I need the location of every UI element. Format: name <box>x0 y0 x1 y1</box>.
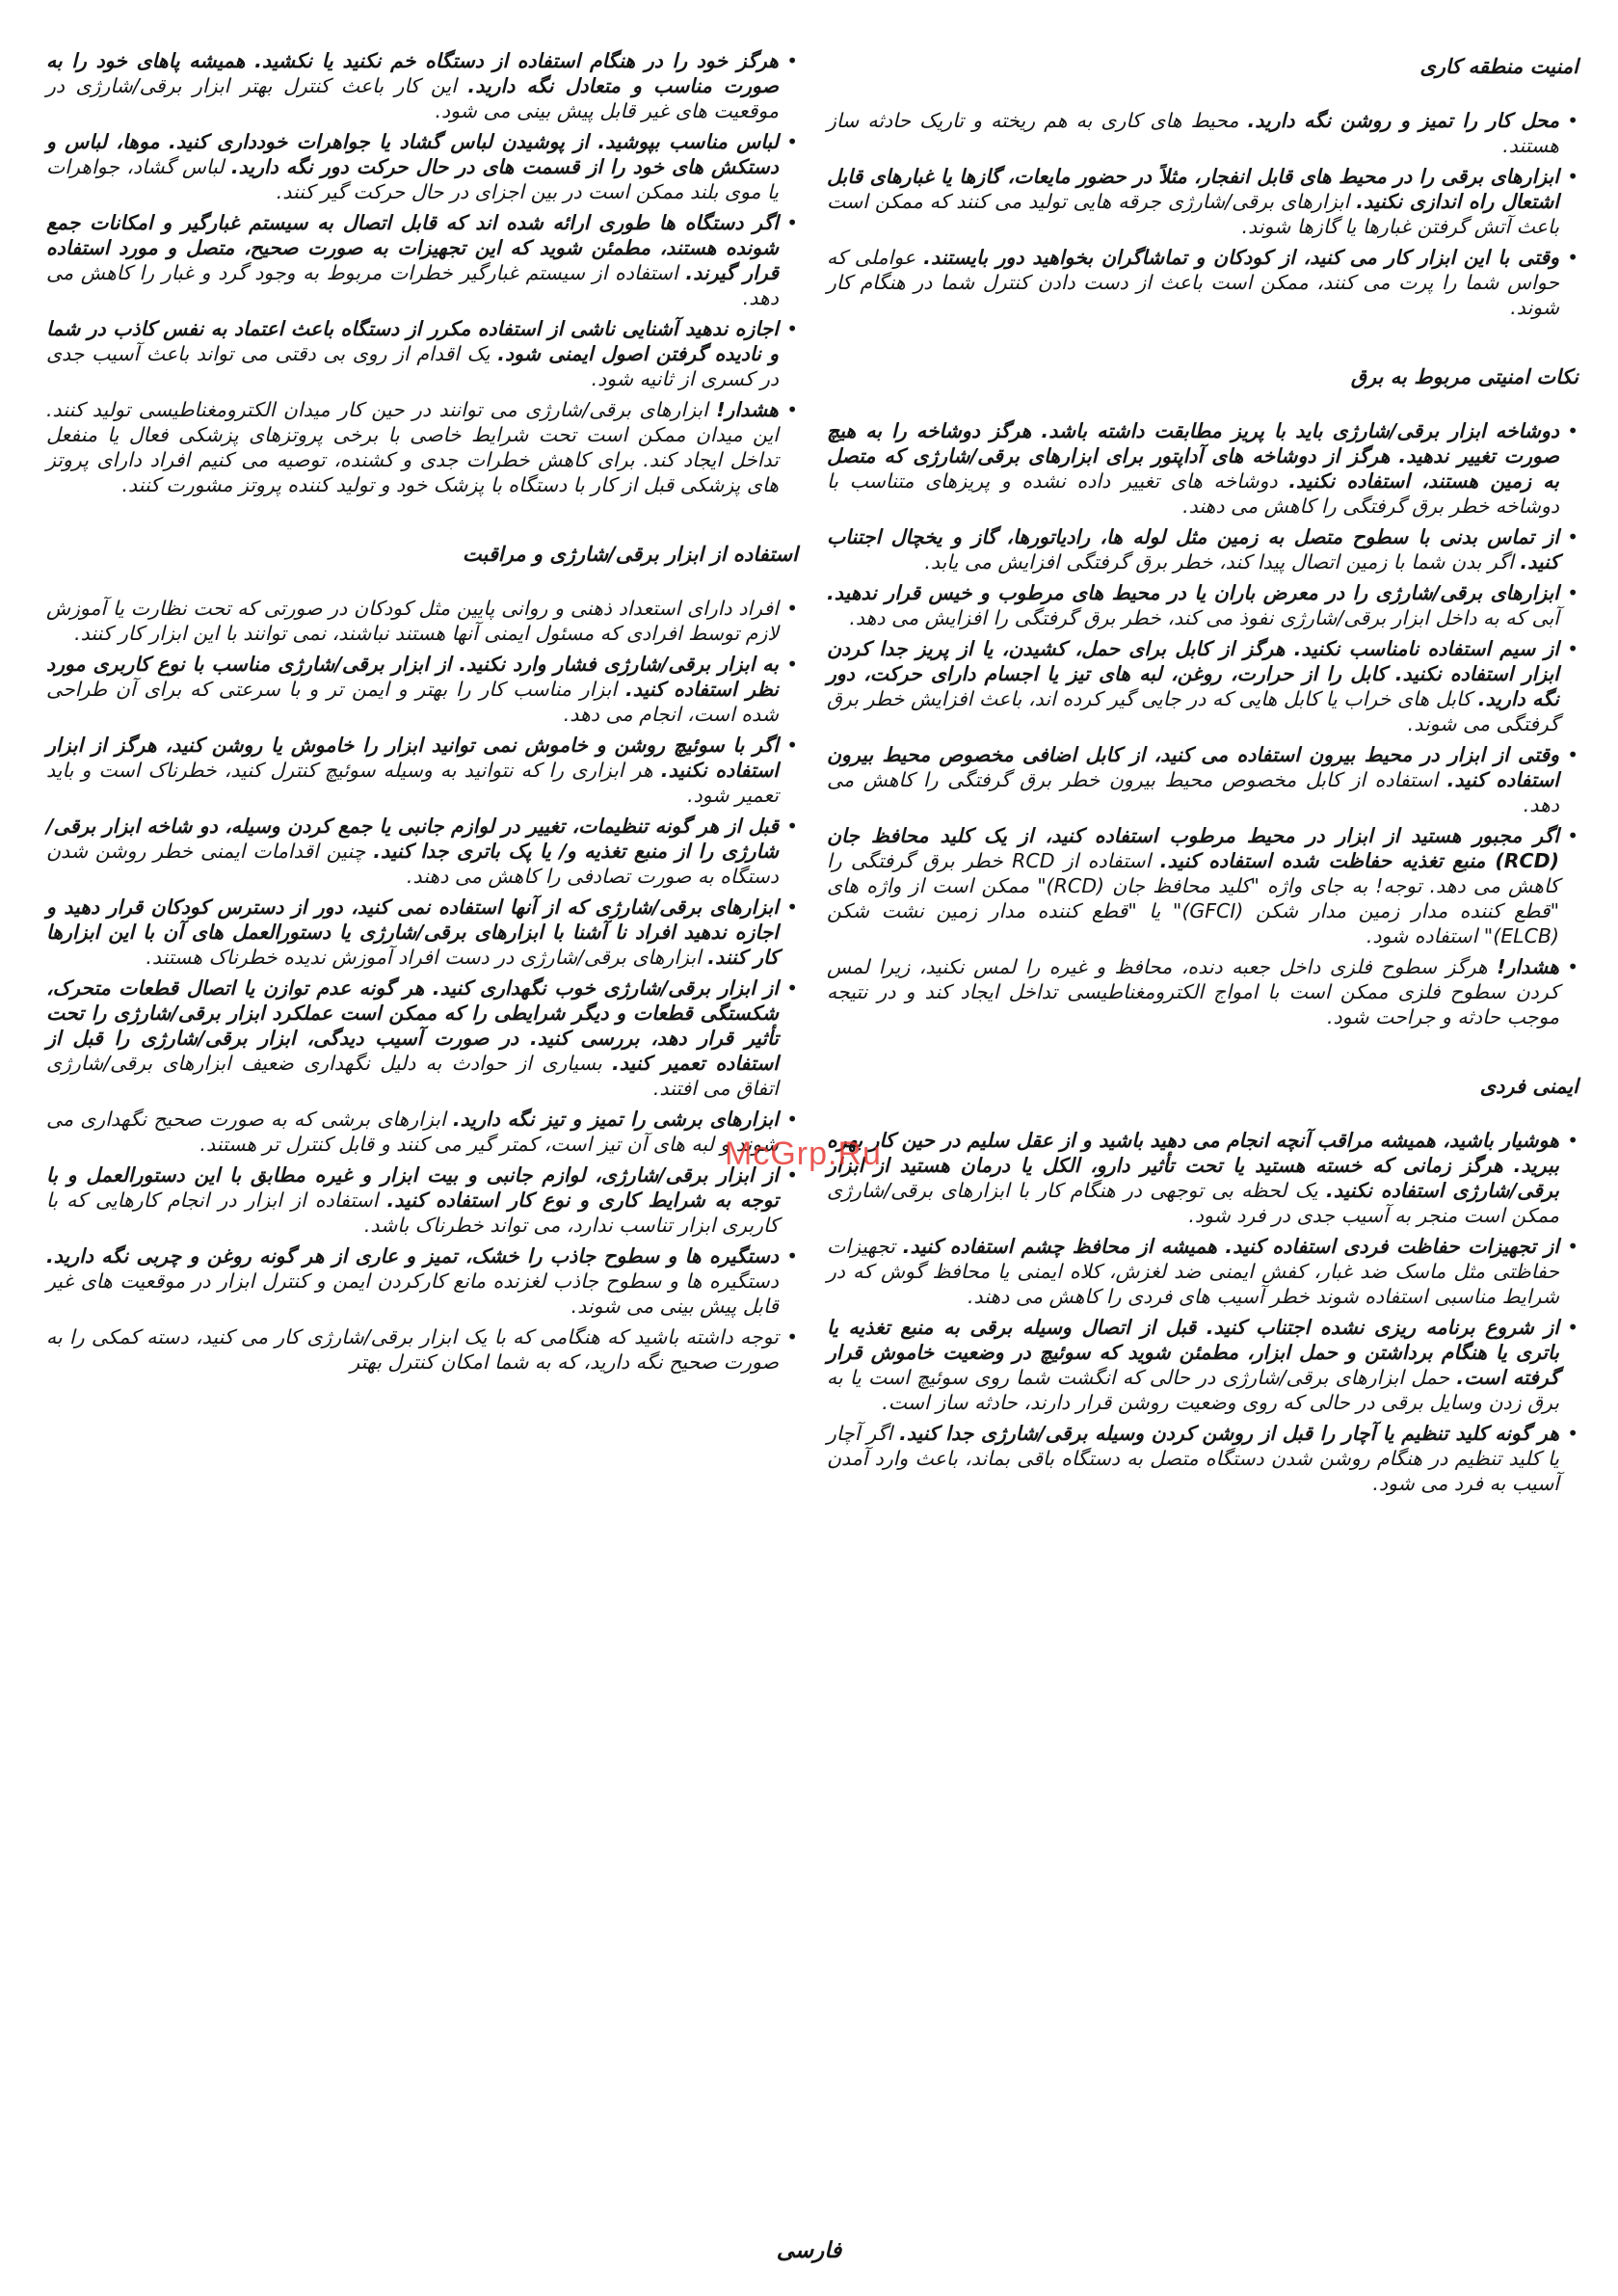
item-body: توجه داشته باشید که هنگامی که با یک ابزار برقی/شارژی کار می کنید، دسته کمکی را به صورت صحیح نگه دارید، که به شما امکان کنترل بهتر <box>46 1325 779 1374</box>
item-body: چنین اقدامات ایمنی خطر روشن شدن دستگاه به صورت تصادفی را کاهش می دهند. <box>46 840 779 888</box>
section-title: استفاده از ابزار برقی/شارژی و مراقبت <box>462 543 798 566</box>
item-lead: از تماس بدنی با سطوح متصل به زمین مثل لوله ها، رادیاتورها، گاز و یخچال اجتناب کنید. <box>827 525 1559 574</box>
item-body: ابزارهای برقی/شارژی می توانند در حین کار میدان الکترومغناطیسی تولید کنند. این میدان ممکن است تحت شرایط خاصی با برخی پروتزهای پزشکی فعال یا منفعل تداخل ایجاد کند. برای کاهش خطرات جدی و کشنده، توصیه می کنیم افراد دارای پروتز های پزشکی قبل از کار با دستگاه با پزشک خود و تولید کننده پروتز مشورت کنند. <box>46 398 779 496</box>
right-column <box>827 48 1578 1502</box>
item-body: لباس گشاد، جواهرات یا موی بلند ممکن است در بین اجزای در حال حرکت گیر کنند. <box>46 155 779 203</box>
item-body: محیط های کاری به هم ریخته و تاریک حادثه ساز هستند. <box>827 109 1559 157</box>
item-body: استفاده از سیستم غبارگیر خطرات مربوط به وجود گرد و غبار را کاهش می دهد. <box>46 261 779 309</box>
item-lead: از شروع برنامه ریزی نشده اجتناب کنید. قبل از اتصال وسیله برقی به منبع تغذیه یا باتری یا هنگام برداشتن و حمل ابزار، مطمئن شوید که سوئیچ در وضعیت خاموش قرار گرفته است. <box>827 1316 1559 1389</box>
item-lead: دوشاخه ابزار برقی/شارژی باید با پریز مطابقت داشته باشد. هرگز دوشاخه را به هیچ صورت تغییر ندهید. هرگز از دوشاخه های آداپتور برای ابزارهای برقی/شارژی که متصل به زمین هستند، استفاده نکنید. <box>827 419 1559 493</box>
item-body: ابزارهای برشی که به صورت صحیح نگهداری می شوند و لبه های آن تیز است، کمتر گیر می کنند و قابل کنترل تر هستند. <box>46 1108 779 1156</box>
item-body: اگر بدن شما با زمین اتصال پیدا کند، خطر برق گرفتگی افزایش می یابد. <box>924 550 1521 574</box>
item-body: بسیاری از حوادث به دلیل نگهداری ضعیف ابزارهای برقی/شارژی اتفاق می افتند. <box>46 1052 779 1100</box>
list-item <box>46 1107 798 1157</box>
list-item <box>827 245 1578 320</box>
list-item <box>46 210 798 310</box>
item-lead: وقتی با این ابزار کار می کنید، از کودکان و تماشاگران بخواهید دور بایستند. <box>923 246 1559 269</box>
item-body: آبی که به داخل ابزار برقی/شارژی نفوذ می کند، خطر برق گرفتگی را افزایش می دهد. <box>849 606 1559 629</box>
item-body: کابل های خراب یا کابل هایی که در جایی گیر کرده اند، باعث افزایش خطر برق گرفتگی می شوند. <box>827 687 1559 735</box>
item-lead: از ابزار برقی/شارژی، لوازم جانبی و بیت ابزار و غیره مطابق با این دستورالعمل و با توجه به شرایط کاری و نوع کار استفاده کنید. <box>46 1163 779 1212</box>
item-lead: اگر با سوئیچ روشن و خاموش نمی توانید ابزار را خاموش یا روشن کنید، هرگز از ابزار استفاده نکنید. <box>46 734 779 782</box>
item-body: دستگیره ها و سطوح جاذب لغزنده مانع کارکردن ایمن و کنترل ابزار در موقعیت های غیر قابل پیش بینی می شوند. <box>46 1269 779 1318</box>
item-body: استفاده از کابل مخصوص محیط بیرون خطر برق گرفتگی را کاهش می دهد. <box>827 768 1559 816</box>
item-lead: قبل از هر گونه تنظیمات، تغییر در لوازم جانبی یا جمع کردن وسیله، دو شاخه ابزار برقی/شارژی را از منبع تغذیه و/ یا پک باتری جدا کنید. <box>46 814 780 863</box>
item-lead: ابزارهای برقی/شارژی که از آنها استفاده نمی کنید، دور از دسترس کودکان قرار دهید و اجازه ندهید افراد نا آشنا با ابزارهای برقی/شارژی یا دستورالعمل های آن با این ابزارها کار کنند. <box>46 895 779 969</box>
item-body: عواملی که حواس شما را پرت می کنند، ممکن است باعث از دست دادن کنترل شما در هنگام کار شوند. <box>827 246 1559 319</box>
list-item <box>827 164 1578 239</box>
item-body: یک لحظه بی توجهی در هنگام کار با ابزارهای برقی/شارژی ممکن است منجر به آسیب جدی در فرد شود. <box>827 1179 1559 1227</box>
item-lead: محل کار را تمیز و روشن نگه دارید. <box>1247 109 1559 132</box>
item-body: تجهیزات حفاظتی مثل ماسک ضد غبار، کفش ایمنی ضد لغزش، کلاه ایمنی یا محافظ گوش که در شرایط مناسبی استفاده شوند خطر آسیب های فردی را کاهش می دهند. <box>827 1235 1559 1308</box>
item-body: یک اقدام از روی بی دقتی می تواند باعث آسیب جدی در کسری از ثانیه شود. <box>46 342 779 390</box>
list-item <box>827 742 1578 817</box>
item-body: دوشاخه های تغییر داده نشده و پریزهای متناسب با دوشاخه خطر برق گرفتگی را کاهش می دهند. <box>827 469 1559 518</box>
item-lead: هر گونه کلید تنظیم یا آچار را قبل از روشن کردن وسیله برقی/شارژی جدا کنید. <box>899 1422 1560 1445</box>
list-item <box>827 1234 1578 1309</box>
list-item <box>46 1243 798 1319</box>
section-title: امنیت منطقه کاری <box>1419 55 1578 78</box>
list-item <box>827 823 1578 948</box>
list-item <box>46 1162 798 1238</box>
item-body: استفاده از ابزار در انجام کارهایی که با کاربری ابزار تناسب ندارد، می تواند خطرناک باشد. <box>46 1188 779 1237</box>
item-lead: دستگیره ها و سطوح جاذب را خشک، تمیز و عاری از هر گونه روغن و چربی نگه دارید. <box>46 1244 779 1268</box>
item-lead: وقتی از ابزار در محیط بیرون استفاده می کنید، از کابل اضافی مخصوص محیط بیرون استفاده کنید. <box>827 743 1559 791</box>
list-item <box>46 975 798 1101</box>
section-electrical-safety <box>827 364 1578 1029</box>
list-item <box>827 954 1578 1029</box>
list-item <box>46 652 798 727</box>
list-item <box>46 894 798 970</box>
item-lead: لباس مناسب بپوشید. از پوشیدن لباس گشاد یا جواهرات خودداری کنید. موها، لباس و دستکش های خود را از قسمت های در حال حرکت دور نگه دارید. <box>46 130 779 178</box>
watermark: McGrp.Ru <box>725 1135 882 1172</box>
section-personal-safety <box>827 1074 1578 1496</box>
list-item <box>827 418 1578 519</box>
section-title: ایمنی فردی <box>1479 1075 1578 1098</box>
item-lead: هوشیار باشید، همیشه مراقب آنچه انجام می دهید باشید و از عقل سلیم در حین کار بهره ببرید. هرگز زمانی که خسته هستید یا تحت تأثیر دارو، الکل یا درمان هستید از ابزار برقی/شارژی استفاده نکنید. <box>827 1129 1559 1202</box>
item-lead: از ابزار برقی/شارژی خوب نگهداری کنید. هر گونه عدم توازن یا اتصال قطعات متحرک، شکستگی قطعات و دیگر شرایطی را که ممکن است عملکرد ابزار برقی/شارژی را تحت تأثیر قرار دهد، بررسی کنید. در صورت آسیب دیدگی، ابزار برقی/شارژی را قبل از استفاده تعمیر کنید. <box>46 976 779 1075</box>
item-lead: اگر مجبور هستید از ابزار در محیط مرطوب استفاده کنید، از یک کلید محافظ جان (RCD) منبع تغذیه حفاظت شده استفاده کنید. <box>827 824 1559 872</box>
item-lead: اجازه ندهید آشنایی ناشی از استفاده مکرر از دستگاه باعث اعتماد به نفس کاذب در شما و نادیده گرفتن اصول ایمنی شود. <box>46 317 779 365</box>
list-item <box>46 397 798 497</box>
left-column <box>46 48 798 1380</box>
item-body: ابزارهای برقی/شارژی جرقه هایی تولید می کنند که ممکن است باعث آتش گرفتن غبارها یا گازها شوند. <box>827 190 1559 238</box>
list-item <box>827 1128 1578 1228</box>
item-body: افراد دارای استعداد ذهنی و روانی پایین مثل کودکان در صورتی که تحت نظارت یا آموزش لازم توسط افرادی که مسئول ایمنی آنها هستند نباشند، نمی توانند با این ابزار کار کنند. <box>46 597 779 645</box>
section-tool-use-and-care <box>46 542 798 1375</box>
list-item <box>827 636 1578 736</box>
list-item <box>827 1421 1578 1496</box>
item-lead: ابزارهای برقی/شارژی را در معرض باران یا در محیط های مرطوب و خیس قرار ندهید. <box>827 581 1559 604</box>
list-item <box>827 524 1578 574</box>
section-title: نکات امنیتی مربوط به برق <box>1350 365 1578 388</box>
item-body: اگر آچار یا کلید تنظیم در هنگام روشن شدن دستگاه متصل به دستگاه باقی بماند، باعث وارد آمدن آسیب به فرد می شود. <box>827 1422 1559 1495</box>
list-item <box>46 814 798 889</box>
item-lead: اگر دستگاه ها طوری ارائه شده اند که قابل اتصال به سیستم غبارگیر و امکانات جمع شونده هستند، مطمئن شوید که این تجهیزات به صورت صحیح، متصل و مورد استفاده قرار گیرند. <box>46 211 780 284</box>
item-lead: ابزارهای برقی را در محیط های قابل انفجار، مثلاً در حضور مایعات، گازها یا غبارهای قابل اشتعال راه اندازی نکنید. <box>827 165 1559 213</box>
item-lead: به ابزار برقی/شارژی فشار وارد نکنید. از ابزار برقی/شارژی مناسب با نوع کاربری مورد نظر استفاده کنید. <box>46 653 779 701</box>
list-item <box>46 129 798 204</box>
list-item <box>827 108 1578 158</box>
item-lead: از سیم استفاده نامناسب نکنید. هرگز از کابل برای حمل، کشیدن، یا از پریز جدا کردن ابزار استفاده نکنید. کابل را از حرارت، روغن، لبه های تیز یا اجسام دارای حرکت، دور نگه دارید. <box>827 637 1559 710</box>
footer-language-label: فارسی <box>776 2238 842 2263</box>
item-lead: هشدار! <box>716 398 779 421</box>
item-body: ابزارهای برقی/شارژی در دست افراد آموزش ندیده خطرناک هستند. <box>146 946 708 969</box>
list-item <box>46 316 798 391</box>
item-lead: هرگز خود را در هنگام استفاده از دستگاه خم نکنید یا نکشید. همیشه پاهای خود را به صورت مناسب و متعادل نگه دارید. <box>46 49 779 97</box>
list-item <box>46 733 798 808</box>
item-body: هر ابزاری را که نتوانید به وسیله سوئیچ کنترل کنید، خطرناک است و باید تعمیر شود. <box>46 759 779 807</box>
section-personal-safety-continued <box>46 48 798 497</box>
list-item <box>827 580 1578 630</box>
item-body: استفاده از RCD خطر برق گرفتگی را کاهش می دهد. توجه! به جای واژه "کلید محافظ جان (RCD)" ممکن است از واژه های "قطع کننده مدار زمین مدار شکن (GFCI)" یا "قطع کننده مدار زمین نشت شکن (ELCB)" استفاده شود. <box>827 849 1559 948</box>
list-item <box>46 596 798 646</box>
item-lead: ابزارهای برشی را تمیز و تیز نگه دارید. <box>452 1108 779 1131</box>
item-body: حمل ابزارهای برقی/شارژی در حالی که انگشت شما روی سوئیچ است یا به برق زدن وسایل برقی در حالی که روی وضعیت روشن قرار دارند، حادثه ساز است. <box>827 1366 1559 1414</box>
item-body: این کار باعث کنترل بهتر ابزار برقی/شارژی در موقعیت های غیر قابل پیش بینی می شود. <box>46 74 779 122</box>
list-item <box>46 1324 798 1375</box>
section-work-area <box>827 54 1578 320</box>
list-item <box>827 1315 1578 1415</box>
item-lead: هشدار! <box>1497 955 1559 978</box>
item-body: ابزار مناسب کار را بهتر و ایمن تر و با سرعتی که برای آن طراحی شده است، انجام می دهد. <box>46 678 779 726</box>
list-item <box>46 48 798 123</box>
item-lead: از تجهیزات حفاظت فردی استفاده کنید. همیشه از محافظ چشم استفاده کنید. <box>902 1235 1559 1258</box>
item-body: هرگز سطوح فلزی داخل جعبه دنده، محافظ و غیره را لمس نکنید، زیرا لمس کردن سطوح فلزی ممکن است با امواج الکترومغناطیسی تداخل ایجاد کند و در نتیجه موجب حادثه و جراحت شود. <box>827 955 1559 1028</box>
